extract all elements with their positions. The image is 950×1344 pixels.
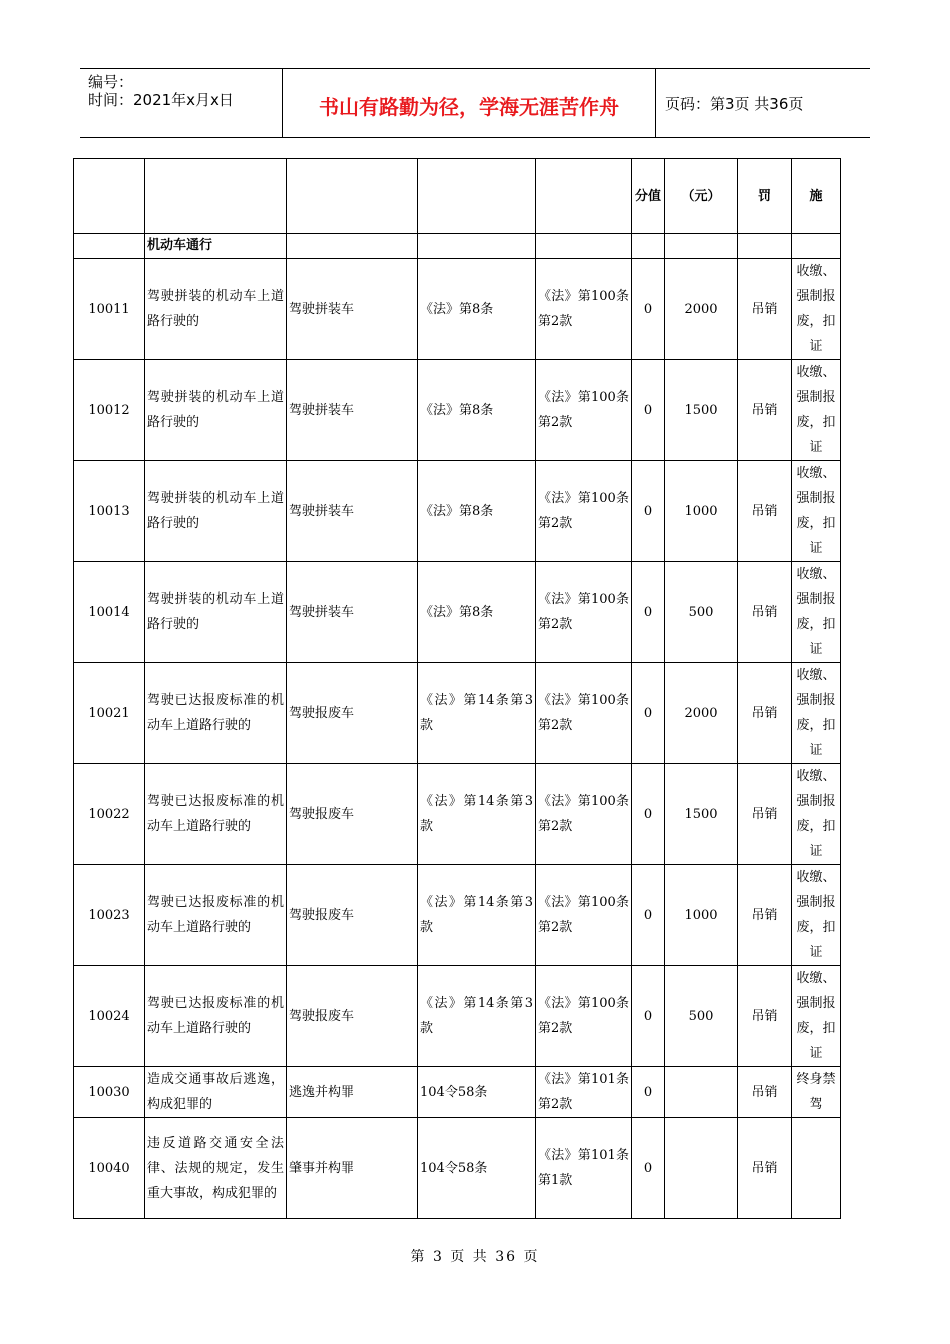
row-description: 驾驶已达报废标准的机动车上道路行驶的	[145, 865, 287, 966]
row-short-name: 肇事并构罪	[287, 1118, 418, 1219]
row-short-name: 驾驶报废车	[287, 865, 418, 966]
row-code: 10013	[74, 461, 145, 562]
row-fine: 1000	[665, 461, 738, 562]
row-penalty-basis: 《法》第100条第2款	[536, 764, 632, 865]
row-description: 造成交通事故后逃逸，构成犯罪的	[145, 1067, 287, 1118]
row-other-measure: 收缴、强制报废，扣证	[792, 562, 841, 663]
table-row	[74, 360, 841, 461]
row-fine: 2000	[665, 663, 738, 764]
table-row	[74, 966, 841, 1067]
row-score: 0	[632, 360, 665, 461]
row-penalty-basis: 《法》第100条第2款	[536, 562, 632, 663]
table-row	[74, 865, 841, 966]
row-fine: 1500	[665, 764, 738, 865]
table-row	[74, 663, 841, 764]
row-violation-basis: 《法》第14条第3款	[418, 966, 536, 1067]
row-short-name: 驾驶拼装车	[287, 360, 418, 461]
row-fine	[665, 1067, 738, 1118]
row-violation-basis: 《法》第14条第3款	[418, 663, 536, 764]
row-description: 驾驶已达报废标准的机动车上道路行驶的	[145, 764, 287, 865]
row-code: 10040	[74, 1118, 145, 1219]
header-cell-fine: （元）	[665, 159, 738, 234]
row-score: 0	[632, 865, 665, 966]
section-row	[74, 234, 841, 259]
row-code: 10023	[74, 865, 145, 966]
row-description: 驾驶已达报废标准的机动车上道路行驶的	[145, 966, 287, 1067]
row-license-action: 吊销	[738, 865, 792, 966]
row-code: 10022	[74, 764, 145, 865]
table-row	[74, 461, 841, 562]
row-penalty-basis: 《法》第101条第2款	[536, 1067, 632, 1118]
row-description: 驾驶拼装的机动车上道路行驶的	[145, 259, 287, 360]
row-violation-basis: 104令58条	[418, 1067, 536, 1118]
row-short-name: 驾驶报废车	[287, 764, 418, 865]
row-score: 0	[632, 764, 665, 865]
header-cell	[418, 159, 536, 234]
row-description: 驾驶拼装的机动车上道路行驶的	[145, 461, 287, 562]
row-other-measure: 收缴、强制报废，扣证	[792, 966, 841, 1067]
row-score: 0	[632, 663, 665, 764]
row-fine	[665, 1118, 738, 1219]
row-short-name: 驾驶拼装车	[287, 259, 418, 360]
header-right-cell	[655, 69, 870, 137]
row-other-measure: 收缴、强制报废，扣证	[792, 865, 841, 966]
date-label: 时间：2021年x月x日	[88, 91, 234, 109]
row-code: 10012	[74, 360, 145, 461]
row-license-action: 吊销	[738, 764, 792, 865]
row-score: 0	[632, 259, 665, 360]
table-row	[74, 1118, 841, 1219]
page-header	[80, 68, 870, 138]
table-row	[74, 259, 841, 360]
row-short-name: 驾驶报废车	[287, 663, 418, 764]
row-other-measure	[792, 1118, 841, 1219]
row-license-action: 吊销	[738, 966, 792, 1067]
row-short-name: 逃逸并构罪	[287, 1067, 418, 1118]
row-fine: 500	[665, 562, 738, 663]
row-other-measure: 终身禁驾	[792, 1067, 841, 1118]
row-fine: 1500	[665, 360, 738, 461]
row-penalty-basis: 《法》第100条第2款	[536, 663, 632, 764]
row-score: 0	[632, 461, 665, 562]
table-row	[74, 562, 841, 663]
row-other-measure: 收缴、强制报废，扣证	[792, 360, 841, 461]
row-violation-basis: 《法》第8条	[418, 259, 536, 360]
row-code: 10024	[74, 966, 145, 1067]
row-short-name: 驾驶拼装车	[287, 562, 418, 663]
header-cell-measure: 施	[792, 159, 841, 234]
section-label: 机动车通行	[145, 234, 287, 259]
row-fine: 1000	[665, 865, 738, 966]
header-motto: 书山有路勤为径，学海无涯苦作舟	[319, 95, 619, 119]
header-cell-score: 分值	[632, 159, 665, 234]
row-license-action: 吊销	[738, 360, 792, 461]
row-short-name: 驾驶报废车	[287, 966, 418, 1067]
row-license-action: 吊销	[738, 562, 792, 663]
table-row	[74, 1067, 841, 1118]
row-violation-basis: 104令58条	[418, 1118, 536, 1219]
row-score: 0	[632, 966, 665, 1067]
row-violation-basis: 《法》第8条	[418, 360, 536, 461]
row-violation-basis: 《法》第14条第3款	[418, 764, 536, 865]
row-other-measure: 收缴、强制报废，扣证	[792, 764, 841, 865]
row-license-action: 吊销	[738, 663, 792, 764]
header-cell	[287, 159, 418, 234]
header-left-cell	[80, 69, 282, 137]
row-fine: 2000	[665, 259, 738, 360]
row-description: 违反道路交通安全法律、法规的规定，发生重大事故，构成犯罪的	[145, 1118, 287, 1219]
row-description: 驾驶已达报废标准的机动车上道路行驶的	[145, 663, 287, 764]
header-cell	[536, 159, 632, 234]
page-footer: 第 3 页 共 36 页	[410, 1249, 540, 1265]
row-other-measure: 收缴、强制报废，扣证	[792, 461, 841, 562]
row-other-measure: 收缴、强制报废，扣证	[792, 663, 841, 764]
row-code: 10011	[74, 259, 145, 360]
serial-label: 编号：	[88, 73, 134, 91]
row-license-action: 吊销	[738, 1118, 792, 1219]
table-body	[74, 159, 841, 1219]
row-short-name: 驾驶拼装车	[287, 461, 418, 562]
row-code: 10030	[74, 1067, 145, 1118]
table-header-row	[74, 159, 841, 234]
row-description: 驾驶拼装的机动车上道路行驶的	[145, 562, 287, 663]
header-cell	[74, 159, 145, 234]
row-license-action: 吊销	[738, 461, 792, 562]
header-cell-penalty: 罚	[738, 159, 792, 234]
row-license-action: 吊销	[738, 259, 792, 360]
row-penalty-basis: 《法》第100条第2款	[536, 360, 632, 461]
row-violation-basis: 《法》第8条	[418, 562, 536, 663]
row-score: 0	[632, 562, 665, 663]
row-other-measure: 收缴、强制报废，扣证	[792, 259, 841, 360]
row-penalty-basis: 《法》第100条第2款	[536, 966, 632, 1067]
row-penalty-basis: 《法》第101条第1款	[536, 1118, 632, 1219]
table-row	[74, 764, 841, 865]
row-penalty-basis: 《法》第100条第2款	[536, 461, 632, 562]
row-violation-basis: 《法》第14条第3款	[418, 865, 536, 966]
row-license-action: 吊销	[738, 1067, 792, 1118]
row-code: 10021	[74, 663, 145, 764]
row-violation-basis: 《法》第8条	[418, 461, 536, 562]
violation-table	[73, 158, 841, 1219]
row-fine: 500	[665, 966, 738, 1067]
header-page-info: 页码：第3页 共36页	[665, 95, 804, 113]
header-center-cell	[282, 69, 656, 137]
row-penalty-basis: 《法》第100条第2款	[536, 259, 632, 360]
row-score: 0	[632, 1067, 665, 1118]
header-cell	[145, 159, 287, 234]
row-code: 10014	[74, 562, 145, 663]
row-description: 驾驶拼装的机动车上道路行驶的	[145, 360, 287, 461]
row-score: 0	[632, 1118, 665, 1219]
row-penalty-basis: 《法》第100条第2款	[536, 865, 632, 966]
